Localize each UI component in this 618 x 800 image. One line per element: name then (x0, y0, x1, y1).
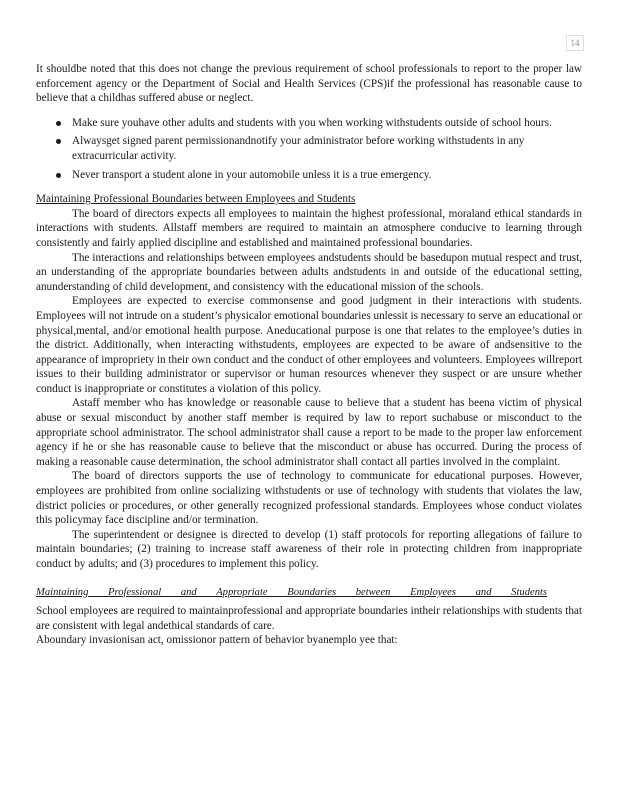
section-paragraph: The superintendent or designee is directed to develop (1) staff protocols for reporting allegations of failure to maintain boundaries; (2) training to increase staff awareness of their role in protecting children from inappropriate conduct by adults; and (3) procedures to implement this policy. (36, 528, 582, 570)
section-paragraph: The board of directors expects all employees to maintain the highest professional, moraland ethical standards in interactions with students. Allstaff members are required to maintain an atmosphere conducive to learning through consistently and fairly applied discipline and established and maintained professional boundaries. (36, 207, 582, 249)
section-paragraph: School employees are required to maintainprofessional and appropriate boundaries intheir relationships with students that are consistent with legal andethical standards of care. (36, 605, 582, 632)
bullet-text: Make sure youhave other adults and students with you when working withstudents outside of school hours. (72, 116, 552, 129)
section-heading-italic: Maintaining Professional and Appropriate Boundaries between Employees and Students (36, 586, 548, 598)
bullet-icon (56, 173, 61, 178)
bullet-icon (56, 121, 61, 126)
section-paragraph: Astaff member who has knowledge or reasonable cause to believe that a student has beena victim of physical abuse or sexual misconduct by another staff member is required by law to report suchabuse or misconduct to the appropriate school administrator. The school administrator shall cause a report to be made to the proper law enforcement agency if he or she has reasonable cause to believe that the misconduct or abuse has occurred. During the process of making a reasonable cause determination, the school administrator shall contact all parties involved in the complaint. (36, 397, 582, 468)
bullet-list (36, 116, 582, 182)
document-body (36, 62, 582, 648)
page-number: 14 (566, 35, 584, 51)
bullet-item (36, 134, 582, 163)
bullet-icon (56, 139, 61, 144)
section-paragraph: The interactions and relationships between employees andstudents should be basedupon mutual respect and trust, an understanding of the appropriate boundaries between adults andstudents in and outside of the educational setting, anunderstanding of child development, and consistency with the educational mission of the schools. (36, 251, 582, 293)
bullet-item (36, 168, 582, 183)
section-paragraph: Aboundary invasionisan act, omissionor pattern of behavior byanemplo yee that: (36, 634, 398, 647)
bullet-item (36, 116, 582, 131)
section-heading: Maintaining Professional Boundaries between Employees and Students (36, 193, 356, 206)
intro-paragraph: It shouldbe noted that this does not change the previous requirement of school professionals to report to the proper law enforcement agency or the Department of Social and Health Services (CPS)if the professional has reasonable cause to believe that a childhas suffered abuse or neglect. (36, 63, 582, 105)
bullet-text: Never transport a student alone in your automobile unless it is a true emergency. (72, 168, 432, 181)
section-paragraph: Employees are expected to exercise commonsense and good judgment in their interactions with students. Employees will not intrude on a student’s physicalor emotional boundaries unlessit is necessary to serve an educational or physical,mental, and/or emotional health purpose. Aneducational purpose is one that relates to the employee’s duties in the district. Additionally, when interacting withstudents, employees are expected to be aware of andsensitive to the appearance of impropriety in their own conduct and the conduct of other employees and volunteers. Employees willreport issues to their building administrator or supervisor or human resources whenever they suspect or are unsure whether conduct is inappropriate or constitutes a violation of this policy. (36, 295, 582, 395)
section-paragraph: The board of directors supports the use of technology to communicate for educational purposes. However, employees are prohibited from online socializing withstudents or use of technology with students that violates the law, district policies or procedures, or other generally recognized professional standards. Employees whose conduct violates this policymay face discipline and/or termination. (36, 470, 582, 527)
bullet-text: Alwaysget signed parent permissionandnotify your administrator before working withstudents in any extracurricular activity. (72, 135, 525, 162)
